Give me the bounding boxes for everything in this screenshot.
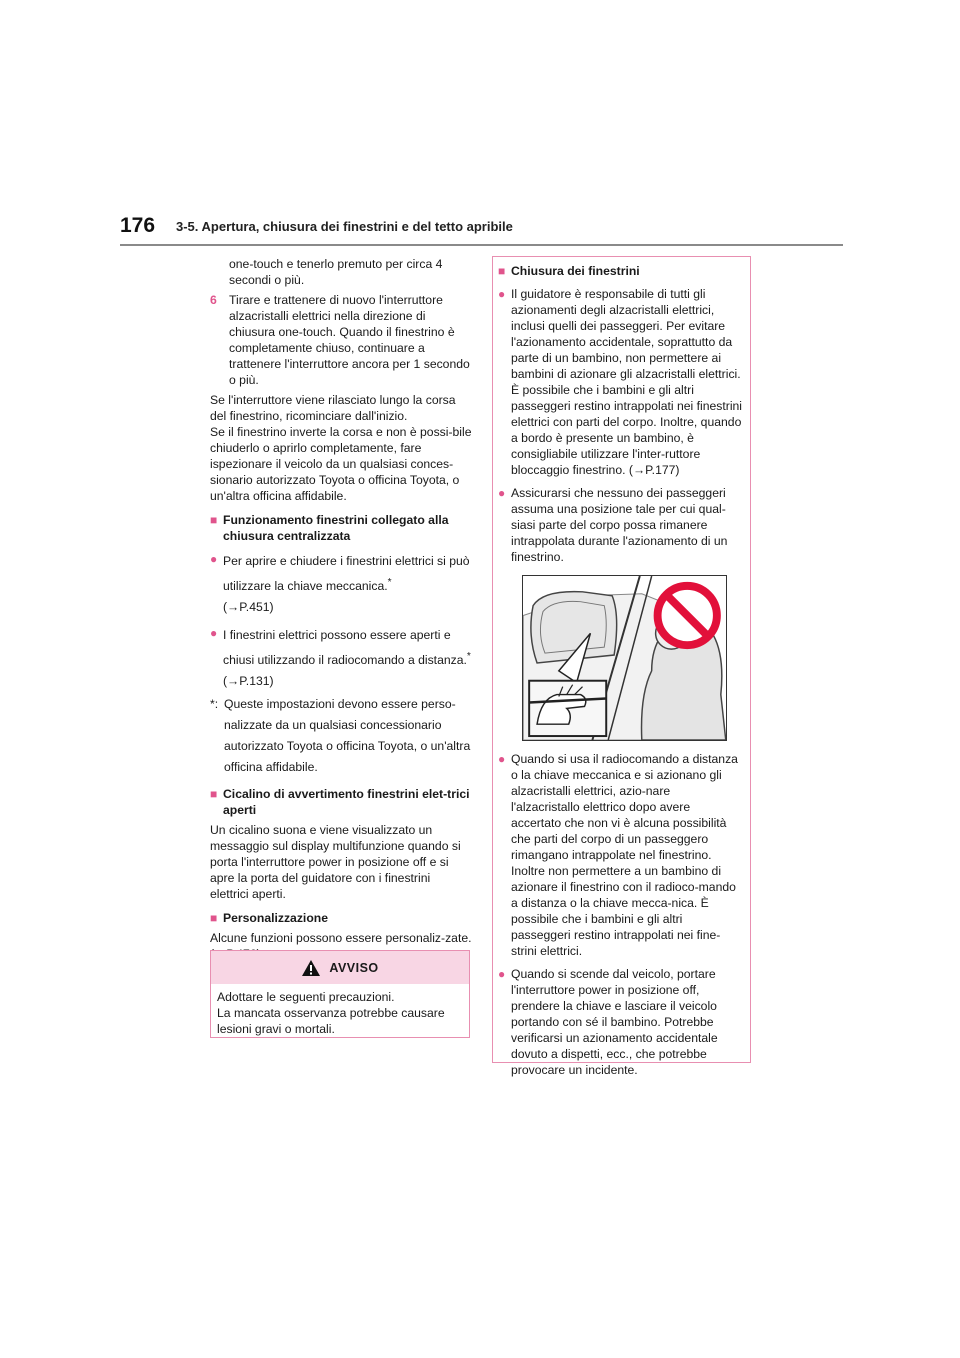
square-bullet-icon (210, 910, 223, 926)
bullet-sentence: Per aprire e chiudere i finestrini elettrici si può utilizzare la chiave meccanica. (223, 554, 470, 594)
subheading-window-closing (498, 263, 742, 279)
warning-line: La mancata osservanza potrebbe causare lesioni gravi o mortali. (217, 1006, 445, 1036)
bullet-item (498, 966, 742, 1078)
step-6 (210, 292, 472, 388)
round-bullet-icon (498, 286, 511, 478)
warning-triangle-icon (301, 959, 321, 977)
subheading-central-locking (210, 512, 472, 544)
bullet-text: Quando si scende dal veicolo, portare l'interruttore power in posizione off, prendere la chiave e lasciare il veicolo portando con sé il bambino. Potrebbe verificarsi un azionamento accidentale dovuto a dispetti, ecc., che potrebbe provocare un incidente. (511, 967, 718, 1077)
bullet-text: Il guidatore è responsabile di tutti gli azionamenti degli alzacristalli elettrici, inclusi quelli dei passeggeri. Per evitare l'azionamento accidentale, soprattutto da parte di un bambino, non permettere ai bambini di azionare gli alzacristalli elettrici. È possibile che i bambini e gli altri passeggeri restino intrappolati nei finestrini elettrici con parti del corpo. Inoltre, quando a bordo è presente un bambino, è consigliabile utilizzare l'inter-ruttore bloccaggio finestrino. (→P.177) (511, 287, 743, 477)
step-text: Tirare e trattenere di nuovo l'interruttore alzacristalli elettrici nella direzione di chiusura one-touch. Quando il finestrino è completamente chiuso, continuare a trattenere l'interruttore ancora per 1 secondo o più. (229, 293, 470, 387)
subheading-customization (210, 910, 472, 926)
bullet-text: Quando si usa il radiocomando a distanza o la chiave meccanica e si azionano gli alzacristalli elettrici, azio-nare l'alzacristallo elettrico dopo avere accertato che non vi è alcuna possibilità che parti del corpo di un passeggero rimangano intrappolate nel finestrino. Inoltre non permettere a un bambino di azionare il finestrino con il radioco-mando a distanza o la chiave mecca-nica. È possibile che i bambini e gli altri passeggeri restino intrappolati nei fine-strini elettrici. (511, 752, 738, 958)
subheading-text: Personalizzazione (223, 911, 328, 926)
page-reference[interactable]: (→P.131) (223, 674, 274, 689)
square-bullet-icon (498, 263, 511, 279)
round-bullet-icon (498, 966, 511, 1078)
warning-line: Adottare le seguenti precauzioni. (217, 990, 395, 1004)
bullet-text (223, 625, 472, 692)
bullet-item (210, 625, 472, 692)
body-paragraph: Se il finestrino inverte la corsa e non è possi-bile chiuderlo o aprirlo completamente, fare ispezionare il veicolo da un qualsiasi conces-sionario autorizzato Toyota o officina Toyota, o un'altra officina affidabile. (210, 425, 472, 503)
step5-continuation: one-touch e tenerlo premuto per circa 4 secondi o più. (229, 257, 443, 287)
left-column (210, 256, 472, 962)
warning-header (211, 951, 469, 984)
round-bullet-icon (210, 625, 223, 692)
header-rule (120, 244, 843, 246)
warning-body (211, 984, 469, 1037)
footnote-text: Queste impostazioni devono essere perso-nalizzate da un qualsiasi concessionario autorizzato Toyota o officina Toyota, o un'altra officina affidabile. (224, 697, 471, 775)
subheading-text: Cicalino di avvertimento finestrini elet-trici aperti (223, 787, 470, 818)
subheading-buzzer (210, 786, 472, 818)
bullet-item (210, 551, 472, 618)
section-title: 3-5. Apertura, chiusura dei finestrini e del tetto apribile (176, 219, 513, 234)
footnote (210, 694, 472, 778)
window-pinch-illustration (522, 575, 727, 741)
round-bullet-icon (498, 485, 511, 565)
subheading-text: Funzionamento finestrini collegato alla chiusura centralizzata (223, 513, 449, 543)
step-number: 6 (210, 293, 217, 307)
bullet-text (223, 551, 472, 618)
footnote-star: * (466, 651, 471, 663)
bullet-item (498, 286, 742, 478)
round-bullet-icon (210, 551, 223, 618)
warning-box (210, 950, 470, 1038)
body-paragraph: Alcune funzioni possono essere personaliz-zate. (210, 931, 472, 946)
page-reference[interactable]: (→P.451) (223, 600, 274, 615)
footnote-star: * (387, 577, 392, 588)
page-number: 176 (120, 214, 156, 237)
bullet-item (498, 485, 742, 565)
round-bullet-icon (498, 751, 511, 959)
bullet-item (498, 751, 742, 959)
square-bullet-icon (210, 512, 223, 544)
body-paragraph: Se l'interruttore viene rilasciato lungo la corsa del finestrino, ricominciare dall'inizio. (210, 393, 456, 423)
footnote-mark: *: (210, 697, 219, 712)
square-bullet-icon (210, 786, 223, 818)
body-paragraph: Un cicalino suona e viene visualizzato un messaggio sul display multifunzione quando si porta l'interruttore power in posizione off e si apre la porta del guidatore con i finestrini elettrici aperti. (210, 823, 461, 902)
subheading-text: Chiusura dei finestrini (511, 264, 640, 278)
right-column-box (492, 256, 751, 1077)
bullet-text: Assicurarsi che nessuno dei passeggeri assuma una posizione tale per cui qual-siasi parte del corpo possa rimanere intrappolata durante l'azionamento di un finestrino. (511, 486, 728, 564)
bullet-sentence: I finestrini elettrici possono essere aperti e chiusi utilizzando il radiocomando a distanza. (223, 628, 467, 668)
prohibition-icon (658, 586, 717, 645)
warning-title: AVVISO (329, 960, 379, 975)
